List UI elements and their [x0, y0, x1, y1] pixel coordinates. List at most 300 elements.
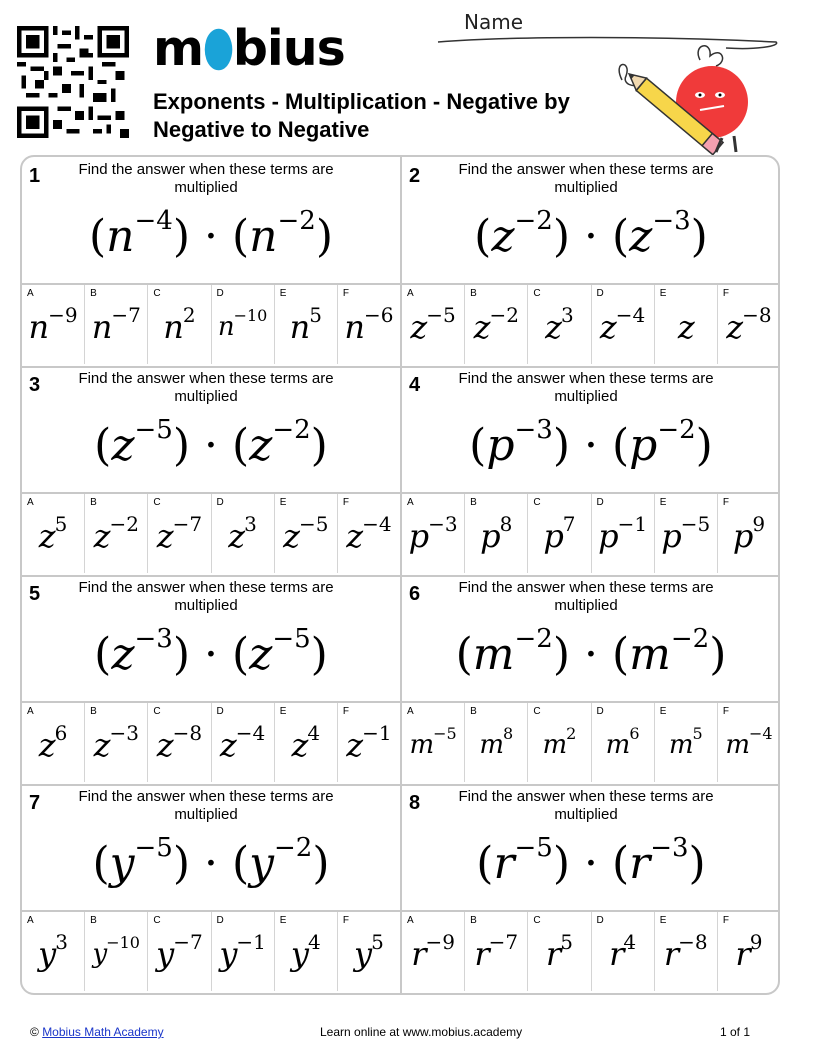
- problem-card: [22, 157, 400, 366]
- choice-exponent: −9: [48, 303, 78, 328]
- choice-answer: [212, 508, 274, 564]
- problem-expression: $(z^{-3}) \cdot (z^{-5})$: [94, 624, 328, 680]
- choice-letter: D: [216, 706, 224, 717]
- choice-answer: [528, 926, 590, 982]
- problem-expression: $(r^{-5}) \cdot (r^{-3})$: [476, 833, 706, 889]
- choice-answer: [465, 508, 527, 564]
- choice-base: z: [677, 308, 694, 346]
- choice-exponent: −3: [109, 721, 139, 746]
- answer-choice-e[interactable]: [655, 494, 718, 573]
- answer-choice-d[interactable]: [212, 703, 275, 782]
- choice-answer: [22, 508, 84, 564]
- choice-answer: [402, 508, 464, 564]
- answer-choice-f[interactable]: [718, 703, 780, 782]
- answer-choice-a[interactable]: [22, 912, 85, 991]
- choice-exponent: −1: [236, 930, 266, 955]
- choice-exponent: 9: [752, 512, 766, 537]
- choice-answer: [655, 299, 717, 355]
- choice-exponent: −5: [433, 724, 457, 744]
- choice-base: z: [156, 726, 173, 764]
- choice-answer: [592, 299, 654, 355]
- answer-choice-c[interactable]: [528, 703, 591, 782]
- answer-choice-a[interactable]: [22, 285, 85, 364]
- choice-exponent: −1: [362, 721, 392, 746]
- choice-base: y: [354, 935, 372, 973]
- choice-answer: [338, 926, 400, 982]
- choice-answer: [592, 926, 654, 982]
- answer-choice-a[interactable]: [402, 494, 465, 573]
- answer-choice-a[interactable]: [402, 912, 465, 991]
- page-number: 1 of 1: [720, 1025, 751, 1039]
- name-label: Name: [464, 10, 524, 34]
- choice-answer: [148, 299, 210, 355]
- answer-choice-c[interactable]: [528, 494, 591, 573]
- choice-exponent: −7: [173, 930, 203, 955]
- choice-base: p: [408, 517, 429, 555]
- choice-exponent: −10: [106, 933, 140, 953]
- expression-exponent: −3: [514, 415, 553, 446]
- copyright-symbol: ©: [30, 1025, 39, 1039]
- choice-base: z: [93, 726, 110, 764]
- choice-letter: C: [533, 288, 541, 299]
- choice-exponent: −9: [425, 930, 455, 955]
- problem-prompt: Find the answer when these terms are multiplied: [458, 788, 714, 823]
- choice-base: r: [735, 935, 750, 973]
- choice-exponent: 2: [566, 724, 577, 744]
- expression-base: m: [629, 629, 671, 680]
- choice-exponent: 2: [182, 303, 196, 328]
- choice-base: n: [289, 308, 310, 346]
- choice-exponent: −4: [615, 303, 646, 328]
- choice-letter: C: [153, 288, 161, 299]
- choice-base: z: [219, 726, 236, 764]
- choice-exponent: 5: [560, 930, 573, 955]
- choice-letter: B: [90, 497, 97, 508]
- choice-letter: A: [27, 915, 34, 926]
- choice-letter: A: [27, 497, 34, 508]
- answer-choice-d[interactable]: [212, 912, 275, 991]
- expression-exponent: −2: [657, 415, 696, 446]
- choice-exponent: −7: [111, 303, 141, 328]
- expression-base: n: [249, 211, 278, 262]
- choice-letter: C: [533, 706, 541, 717]
- choice-answer: [148, 926, 210, 982]
- problem-card: [22, 575, 400, 784]
- qr-code[interactable]: [17, 26, 129, 138]
- expression-exponent: −5: [134, 415, 173, 446]
- choice-base: z: [228, 517, 245, 555]
- choice-exponent: 4: [623, 930, 637, 955]
- choice-answer: [338, 717, 400, 773]
- answer-choice-b[interactable]: [465, 285, 528, 364]
- choice-base: z: [726, 308, 743, 346]
- choice-exponent: −8: [742, 303, 772, 328]
- choice-base: m: [605, 730, 630, 760]
- choice-exponent: 7: [562, 512, 576, 537]
- problem-card: [402, 157, 780, 366]
- answer-choice-c[interactable]: [148, 494, 211, 573]
- choice-answer: [718, 717, 780, 773]
- logo-text-end: bius: [232, 20, 345, 77]
- problem-card: [402, 366, 780, 575]
- choice-letter: A: [407, 706, 414, 717]
- choice-exponent: −3: [428, 512, 458, 537]
- answer-choice-d[interactable]: [592, 285, 655, 364]
- choice-letter: D: [216, 497, 224, 508]
- choice-exponent: −8: [678, 930, 708, 955]
- choice-exponent: 8: [499, 512, 513, 537]
- choice-answer: [212, 717, 274, 773]
- choice-exponent: −7: [488, 930, 519, 955]
- choice-base: p: [732, 517, 753, 555]
- answer-choice-d[interactable]: [592, 703, 655, 782]
- logo-text-start: m: [153, 20, 204, 77]
- choice-exponent: 3: [55, 930, 68, 955]
- choice-base: y: [219, 935, 237, 973]
- problem-prompt: Find the answer when these terms are multiplied: [458, 579, 714, 614]
- expression-base: r: [493, 838, 515, 889]
- choice-answer: [592, 717, 654, 773]
- choice-base: n: [217, 312, 234, 342]
- answer-choice-c[interactable]: [148, 285, 211, 364]
- mobius-logo: [153, 20, 345, 77]
- choice-answer: [655, 926, 717, 982]
- answer-choice-e[interactable]: [275, 912, 338, 991]
- choice-base: r: [474, 935, 489, 973]
- answer-choice-a[interactable]: [402, 703, 465, 782]
- choice-letter: D: [216, 915, 224, 926]
- choice-base: m: [668, 730, 693, 760]
- choice-base: p: [480, 517, 500, 555]
- choice-letter: F: [342, 497, 349, 508]
- choice-answer: [465, 299, 527, 355]
- answer-choice-e[interactable]: [655, 912, 718, 991]
- choice-base: r: [609, 935, 624, 973]
- choice-letter: F: [722, 288, 729, 299]
- choice-answer: [402, 926, 464, 982]
- footer-learn-online: Learn online at www.mobius.academy: [320, 1025, 523, 1039]
- answer-choice-f[interactable]: [718, 494, 780, 573]
- choice-base: n: [344, 308, 364, 346]
- problem-number: 4: [409, 374, 421, 396]
- answer-choice-b[interactable]: [465, 703, 528, 782]
- worksheet-title: Exponents - Multiplication - Negative by Negative to Negative: [153, 89, 570, 142]
- problem-number: 1: [29, 165, 41, 187]
- choice-exponent: −6: [364, 303, 394, 328]
- choice-exponent: 3: [244, 512, 257, 537]
- choice-letter: E: [659, 706, 667, 717]
- answer-choice-f[interactable]: [338, 912, 400, 991]
- choice-answer: [22, 926, 84, 982]
- answer-choices: [402, 701, 780, 782]
- problem-grid: [20, 155, 780, 995]
- answer-choice-b[interactable]: [85, 285, 148, 364]
- expression-exponent: −3: [134, 624, 173, 655]
- choice-exponent: 6: [54, 721, 68, 746]
- answer-choice-d[interactable]: [212, 494, 275, 573]
- expression-exponent: −2: [277, 206, 316, 237]
- choice-exponent: −4: [235, 721, 266, 746]
- choice-letter: B: [90, 915, 97, 926]
- expression-base: r: [629, 838, 651, 889]
- answer-choice-e[interactable]: [275, 494, 338, 573]
- answer-choice-e[interactable]: [275, 285, 338, 364]
- choice-base: n: [28, 308, 49, 346]
- choice-base: z: [291, 726, 308, 764]
- choice-letter: F: [722, 706, 729, 717]
- problem-prompt: Find the answer when these terms are multiplied: [78, 579, 334, 614]
- choice-answer: [655, 717, 717, 773]
- choice-base: z: [599, 308, 616, 346]
- choice-answer: [148, 508, 210, 564]
- choice-base: z: [283, 517, 299, 555]
- choice-letter: E: [659, 497, 667, 508]
- choice-letter: C: [533, 497, 541, 508]
- expression-base: z: [491, 211, 515, 262]
- expression-base: n: [106, 211, 135, 262]
- choice-base: m: [409, 730, 434, 760]
- expression-exponent: −5: [272, 624, 311, 655]
- problem-number: 6: [409, 583, 421, 605]
- answer-choice-f[interactable]: [338, 285, 400, 364]
- choice-letter: D: [596, 915, 604, 926]
- answer-choice-f[interactable]: [718, 285, 780, 364]
- expression-exponent: −3: [652, 206, 691, 237]
- choice-letter: D: [596, 497, 604, 508]
- answer-choices: [22, 492, 400, 573]
- choice-letter: D: [596, 288, 604, 299]
- choice-letter: F: [342, 915, 349, 926]
- answer-choice-e[interactable]: [655, 703, 718, 782]
- choice-letter: A: [407, 497, 414, 508]
- expression-exponent: −3: [650, 833, 689, 864]
- choice-exponent: −5: [426, 303, 456, 328]
- choice-answer: [718, 508, 780, 564]
- choice-letter: B: [470, 706, 477, 717]
- answer-choices: [402, 283, 780, 364]
- choice-letter: B: [470, 288, 477, 299]
- expression-base: z: [249, 420, 273, 471]
- answer-choices: [402, 492, 780, 573]
- choice-answer: [275, 508, 337, 564]
- choice-answer: [275, 299, 337, 355]
- expression-base: z: [111, 629, 135, 680]
- choice-letter: F: [342, 706, 349, 717]
- choice-base: z: [38, 517, 55, 555]
- problem-number: 7: [29, 792, 41, 814]
- answer-choices: [402, 910, 780, 991]
- choice-letter: F: [342, 288, 349, 299]
- answer-choice-e[interactable]: [655, 285, 718, 364]
- choice-answer: [148, 717, 210, 773]
- choice-letter: E: [279, 706, 287, 717]
- choice-answer: [275, 717, 337, 773]
- expression-exponent: −5: [514, 833, 553, 864]
- answer-choice-b[interactable]: [465, 912, 528, 991]
- answer-choice-c[interactable]: [528, 912, 591, 991]
- choice-base: y: [290, 935, 308, 973]
- choice-answer: [85, 926, 147, 982]
- choice-base: z: [410, 308, 427, 346]
- answer-choice-a[interactable]: [22, 703, 85, 782]
- footer-copyright: [30, 1025, 164, 1039]
- expression-exponent: −2: [514, 206, 553, 237]
- answer-choice-b[interactable]: [85, 703, 148, 782]
- answer-choice-d[interactable]: [592, 494, 655, 573]
- problem-expression: $(y^{-5}) \cdot (y^{-2})$: [92, 833, 330, 889]
- choice-base: y: [156, 935, 174, 973]
- choice-letter: A: [27, 706, 34, 717]
- choice-base: z: [473, 308, 490, 346]
- problem-prompt: Find the answer when these terms are multiplied: [78, 161, 334, 196]
- choice-base: r: [663, 935, 679, 973]
- problem-prompt: Find the answer when these terms are multiplied: [458, 370, 714, 405]
- choice-answer: [465, 717, 527, 773]
- choice-base: m: [542, 730, 567, 760]
- expression-base: p: [629, 420, 658, 471]
- expression-exponent: −2: [514, 624, 553, 655]
- choice-answer: [528, 717, 590, 773]
- choice-letter: C: [153, 915, 161, 926]
- choice-base: p: [543, 517, 563, 555]
- choice-letter: B: [90, 706, 97, 717]
- choice-letter: A: [407, 288, 414, 299]
- choice-base: z: [93, 517, 110, 555]
- answer-choice-f[interactable]: [718, 912, 780, 991]
- answer-choices: [22, 701, 400, 782]
- choice-exponent: 9: [749, 930, 763, 955]
- expression-base: z: [111, 420, 135, 471]
- problem-prompt: Find the answer when these terms are multiplied: [458, 161, 714, 196]
- choice-answer: [22, 717, 84, 773]
- choice-answer: [212, 926, 274, 982]
- choice-letter: E: [659, 288, 667, 299]
- choice-answer: [465, 926, 527, 982]
- choice-answer: [338, 508, 400, 564]
- expression-exponent: −5: [134, 833, 173, 864]
- choice-letter: F: [722, 497, 729, 508]
- problem-expression: $(z^{-2}) \cdot (z^{-3})$: [474, 206, 708, 262]
- choice-base: n: [91, 308, 112, 346]
- choice-answer: [718, 926, 780, 982]
- problem-expression: $(z^{-5}) \cdot (z^{-2})$: [94, 415, 328, 471]
- answer-choice-f[interactable]: [338, 494, 400, 573]
- choice-answer: [338, 299, 400, 355]
- mascot-pencil-icon: [612, 40, 752, 160]
- answer-choice-c[interactable]: [528, 285, 591, 364]
- choice-exponent: 4: [307, 930, 321, 955]
- answer-choice-b[interactable]: [85, 912, 148, 991]
- answer-choice-d[interactable]: [592, 912, 655, 991]
- answer-choice-b[interactable]: [85, 494, 148, 573]
- problem-card: [22, 366, 400, 575]
- choice-exponent: −10: [233, 306, 268, 326]
- choice-base: z: [156, 517, 173, 555]
- choice-exponent: −1: [617, 512, 648, 537]
- answer-choice-a[interactable]: [22, 494, 85, 573]
- problem-number: 2: [409, 165, 421, 187]
- problem-number: 8: [409, 792, 421, 814]
- problem-expression: $(m^{-2}) \cdot (m^{-2})$: [455, 624, 727, 680]
- expression-exponent: −4: [134, 206, 173, 237]
- expression-base: m: [472, 629, 515, 680]
- choice-base: z: [545, 308, 561, 346]
- choice-exponent: −4: [748, 724, 773, 744]
- answer-choice-c[interactable]: [148, 912, 211, 991]
- expression-base: z: [249, 629, 273, 680]
- choice-letter: D: [596, 706, 604, 717]
- expression-base: p: [486, 420, 515, 471]
- choice-letter: B: [90, 288, 97, 299]
- answer-choice-e[interactable]: [275, 703, 338, 782]
- choice-base: r: [545, 935, 561, 973]
- expression-exponent: −2: [670, 624, 710, 655]
- choice-letter: F: [722, 915, 729, 926]
- answer-choice-a[interactable]: [402, 285, 465, 364]
- problem-prompt: Find the answer when these terms are multiplied: [78, 788, 334, 823]
- answer-choice-c[interactable]: [148, 703, 211, 782]
- choice-exponent: 6: [629, 724, 640, 744]
- expression-base: y: [109, 838, 135, 889]
- choice-exponent: 5: [371, 930, 384, 955]
- choice-base: m: [479, 730, 503, 760]
- choice-base: y: [92, 939, 107, 969]
- choice-exponent: −5: [298, 512, 329, 537]
- problem-expression: $(n^{-4}) \cdot (n^{-2})$: [89, 206, 333, 262]
- choice-letter: C: [153, 706, 161, 717]
- choice-answer: [592, 508, 654, 564]
- choice-exponent: −7: [172, 512, 203, 537]
- choice-base: z: [346, 517, 363, 555]
- answer-choice-f[interactable]: [338, 703, 400, 782]
- choice-exponent: 4: [307, 721, 321, 746]
- choice-exponent: 3: [560, 303, 574, 328]
- choice-letter: B: [470, 497, 477, 508]
- choice-answer: [528, 508, 590, 564]
- choice-exponent: 5: [309, 303, 322, 328]
- choice-answer: [275, 926, 337, 982]
- choice-exponent: −2: [489, 303, 519, 328]
- expression-exponent: −2: [272, 415, 311, 446]
- choice-letter: C: [153, 497, 161, 508]
- choice-base: m: [725, 730, 749, 760]
- choice-exponent: 5: [692, 724, 703, 744]
- choice-letter: E: [279, 288, 287, 299]
- answer-choice-d[interactable]: [212, 285, 275, 364]
- mobius-academy-link[interactable]: Mobius Math Academy: [42, 1025, 164, 1039]
- answer-choice-b[interactable]: [465, 494, 528, 573]
- choice-base: z: [38, 726, 55, 764]
- choice-exponent: 8: [502, 724, 514, 744]
- choice-base: y: [38, 935, 56, 973]
- choice-letter: D: [216, 288, 224, 299]
- problem-card: [402, 784, 780, 993]
- choice-answer: [85, 299, 147, 355]
- choice-exponent: −4: [362, 512, 392, 537]
- choice-base: n: [163, 308, 183, 346]
- choice-exponent: 5: [54, 512, 68, 537]
- choice-answer: [718, 299, 780, 355]
- choice-answer: [402, 299, 464, 355]
- problem-card: [22, 784, 400, 993]
- answer-choices: [22, 910, 400, 991]
- choice-exponent: −8: [172, 721, 203, 746]
- choice-exponent: −2: [109, 512, 139, 537]
- problem-prompt: Find the answer when these terms are multiplied: [78, 370, 334, 405]
- choice-letter: E: [659, 915, 667, 926]
- expression-exponent: −2: [274, 833, 313, 864]
- expression-base: z: [629, 211, 653, 262]
